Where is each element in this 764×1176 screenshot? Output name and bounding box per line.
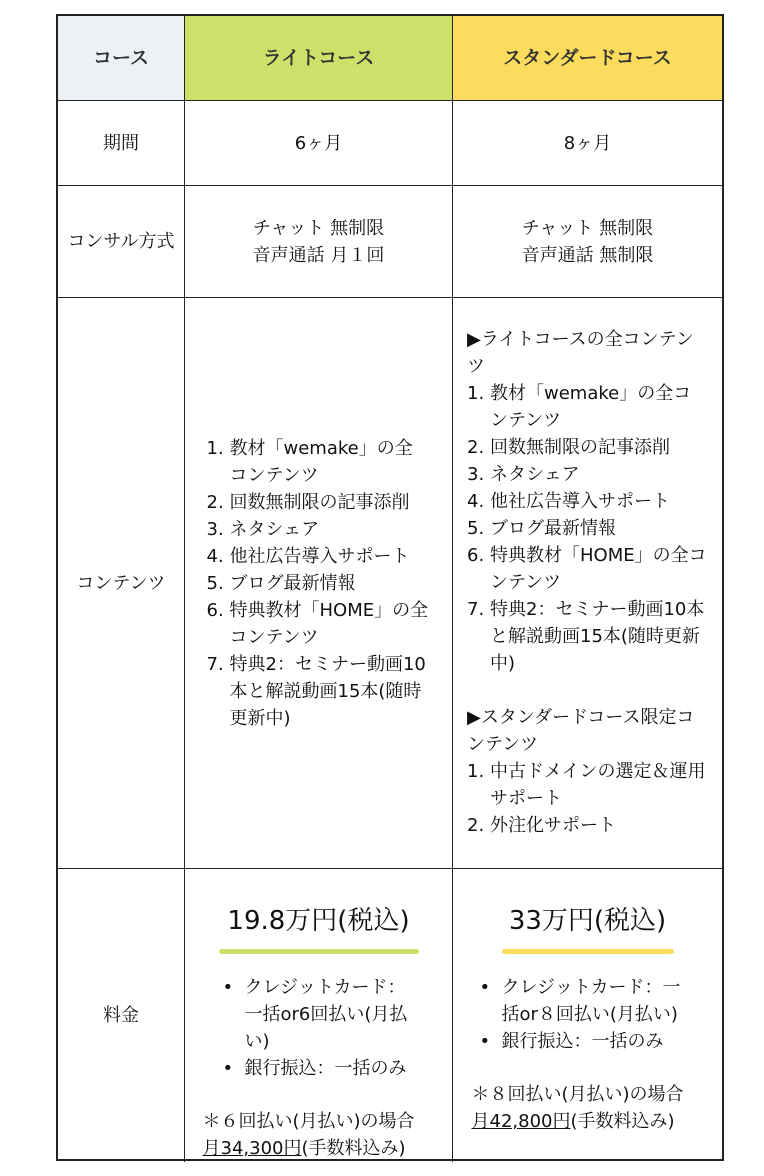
list-item: 1. 中古ドメインの選定＆運用サポート <box>467 761 706 809</box>
standard-payment-list <box>478 974 698 1055</box>
contents-standard-list-2 <box>467 758 707 839</box>
contents-lite-cell <box>185 298 453 869</box>
list-item: 2. 回数無制限の記事添削 <box>467 437 670 458</box>
standard-installment-note <box>472 1081 704 1135</box>
lite-installment-note <box>203 1108 435 1162</box>
lite-price-underline <box>219 949 419 954</box>
list-item: 1. 教材「wemake」の全コンテンツ <box>206 437 413 486</box>
list-item: 4. 他社広告導入サポート <box>467 491 670 512</box>
list-item: 2. 外注化サポート <box>467 815 616 836</box>
list-item: 5. ブログ最新情報 <box>206 572 356 594</box>
contents-standard-block <box>467 326 707 839</box>
period-lite-cell <box>185 101 453 186</box>
contents-lite-list <box>207 435 431 732</box>
contents-label-cell <box>58 298 185 869</box>
period-label-cell <box>58 101 185 186</box>
period-standard-cell <box>453 101 722 186</box>
header-course <box>58 16 185 101</box>
lite-note-suffix: (手数料込み) <box>301 1138 406 1159</box>
list-item: 6. 特典教材「HOME」の全コンテンツ <box>206 599 429 648</box>
contents-standard-list-1 <box>467 380 707 677</box>
fee-label-cell <box>58 869 185 1162</box>
list-item: 2. 回数無制限の記事添削 <box>206 491 410 513</box>
fee-lite-cell <box>185 869 453 1162</box>
list-item: 7. 特典2：セミナー動画10本と解説動画15本(随時更新中) <box>206 653 426 729</box>
consult-standard-voice: 音声通話 無制限 <box>521 244 654 266</box>
period-lite: 6ヶ月 <box>294 132 343 154</box>
header-lite-course <box>185 16 453 101</box>
lite-payment-list <box>221 974 417 1082</box>
consult-standard-chat: チャット 無制限 <box>521 217 654 239</box>
list-item: 6. 特典教材「HOME」の全コンテンツ <box>467 545 707 593</box>
period-standard: 8ヶ月 <box>563 132 612 154</box>
consult-lite-chat: チャット 無制限 <box>252 217 385 239</box>
consult-label-cell <box>58 186 185 298</box>
consult-lite-cell <box>185 186 453 298</box>
standard-note-amount: 月42,800円 <box>471 1111 571 1132</box>
fee-standard-cell <box>453 869 722 1162</box>
list-item: 1. 教材「wemake」の全コンテンツ <box>467 383 692 431</box>
standard-heading-lite-contents: ▶ライトコースの全コンテンツ <box>467 329 694 377</box>
course-comparison-table <box>56 14 724 1161</box>
header-standard-label: スタンダードコース <box>503 46 672 69</box>
lite-note-prefix: ＊６回払い(月払い)の場合 <box>202 1111 415 1132</box>
lite-pay-bank: • 銀行振込：一括のみ <box>222 1058 407 1079</box>
lite-pay-card: • クレジットカード：一括or6回払い(月払い) <box>222 977 408 1052</box>
list-item: 5. ブログ最新情報 <box>467 518 616 539</box>
standard-heading-exclusive: ▶スタンダードコース限定コンテンツ <box>467 707 695 755</box>
standard-note-prefix: ＊８回払い(月払い)の場合 <box>471 1084 684 1105</box>
header-lite-label: ライトコース <box>262 46 375 69</box>
consult-standard-cell <box>453 186 722 298</box>
list-item: 3. ネタシェア <box>206 518 320 540</box>
lite-price: 19.8万円(税込) <box>227 906 410 936</box>
standard-note-suffix: (手数料込み) <box>570 1111 675 1132</box>
consult-lite-voice: 音声通話 月１回 <box>252 244 385 266</box>
standard-pay-bank: • 銀行振込：一括のみ <box>479 1031 664 1052</box>
list-item: 7. 特典2：セミナー動画10本と解説動画15本(随時更新中) <box>467 599 705 674</box>
period-label: 期間 <box>103 132 139 154</box>
list-item: 4. 他社広告導入サポート <box>206 545 410 567</box>
standard-price-underline <box>502 949 674 954</box>
standard-price: 33万円(税込) <box>508 906 667 936</box>
lite-note-amount: 月34,300円 <box>202 1138 302 1159</box>
list-item: 3. ネタシェア <box>467 464 580 485</box>
contents-standard-cell <box>453 298 722 869</box>
standard-pay-card: • クレジットカード：一括or８回払い(月払い) <box>479 977 681 1025</box>
contents-label: コンテンツ <box>76 572 166 594</box>
header-course-label: コース <box>92 46 150 69</box>
fee-label: 料金 <box>103 1005 139 1026</box>
header-standard-course <box>453 16 722 101</box>
consult-label: コンサル方式 <box>67 231 175 252</box>
